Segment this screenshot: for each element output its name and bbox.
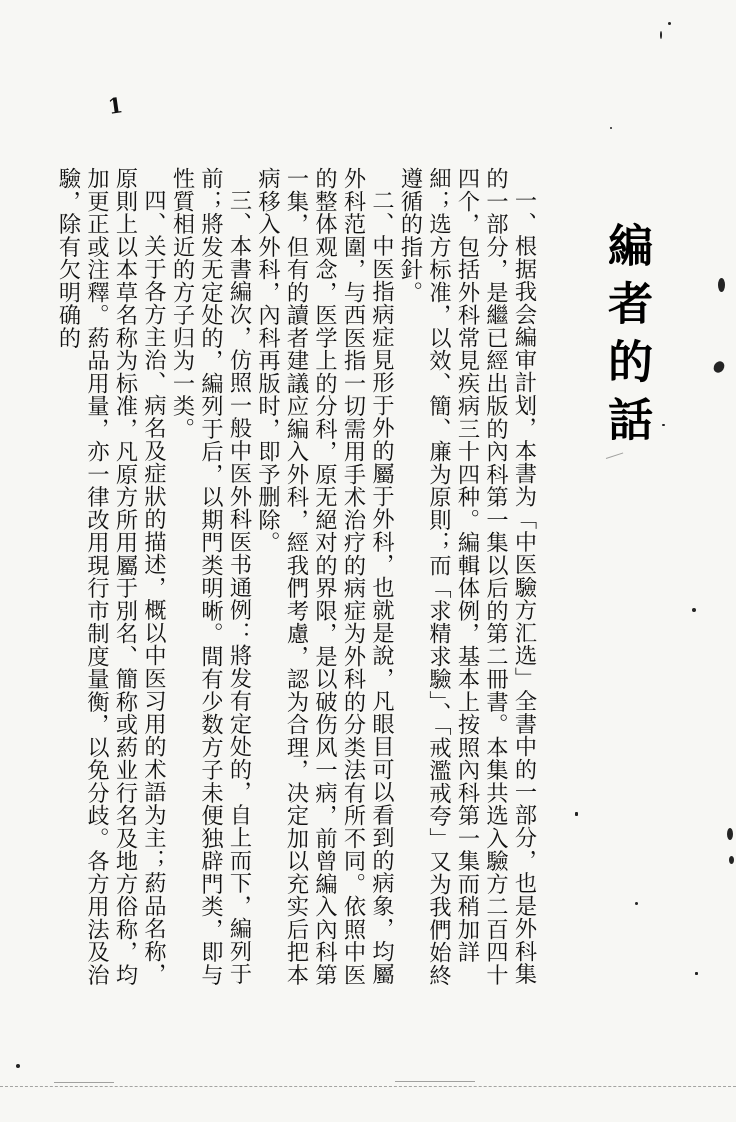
scan-mark: [695, 972, 698, 975]
paragraph-2: 二、中医指病症見形于外的屬于外科，也就是說，凡眼目可以看到的病象，均屬外科范圍，与西医指一切需用手术治疗的病症为外科的分类法有所不同。依照中医的整体观念，医学上的分科，原无絕对的界限，是以破伤风一病，前曾編入內科第一集，但有的讀者建議应編入外科，經我們考慮，認为合理，决定加以充实后把本病移入外科，內科再版时，即予删除。: [254, 167, 395, 986]
scan-mark: [662, 424, 665, 426]
ink-dot: [711, 359, 726, 375]
page-title: 編者的話: [600, 222, 654, 454]
page-edge: [0, 1086, 736, 1087]
editor-notes-body: [55, 167, 538, 991]
paragraph-4: 四、关于各方主治、病名及症狀的描述，概以中医习用的术語为主；葯品名称，原則上以本草名称为标准，凡原方所用屬于別名、簡称或葯业行名及地方俗称，均加更正或注釋。葯品用量，亦一律改用現行市制度量衡，以免分歧。各方用法及治驗，除有欠明确的: [55, 167, 167, 986]
ink-dot: [692, 608, 696, 612]
scan-mark: [575, 812, 578, 816]
paragraph-1: 一、根据我会編审計划，本書为「中医驗方汇选」全書中的一部分，也是外科集的一部分，是繼已經出版的內科第一集以后的第二冊書。本集共选入驗方二百四十四个，包括外科常見疾病三十四种。編輯体例，基本上按照內科第一集而稍加詳細；选方标准，以效、簡、廉为原則；而「求精求驗」、「戒濫戒夸」又为我們始終遵循的指針。: [397, 167, 537, 987]
paper-fiber: [54, 1082, 114, 1083]
ink-dot: [729, 856, 734, 864]
ink-dot: [718, 278, 725, 292]
ink-dot: [727, 828, 733, 840]
ink-dot: [660, 31, 662, 39]
page-number: 1: [106, 92, 125, 119]
ink-dot: [635, 902, 638, 905]
ink-dot: [668, 22, 671, 25]
paper-fiber: [395, 1081, 475, 1082]
paragraph-3: 三、本書編次，仿照一般中医外科医书通例：將发有定处的，自上而下，編列于前；將发无定处的，編列于后，以期門类明晰。間有少数方子未便独辟門类，即与性質相近的方子归为一类。: [169, 167, 252, 986]
scan-mark: [610, 127, 612, 129]
ink-dot: [16, 1064, 20, 1068]
